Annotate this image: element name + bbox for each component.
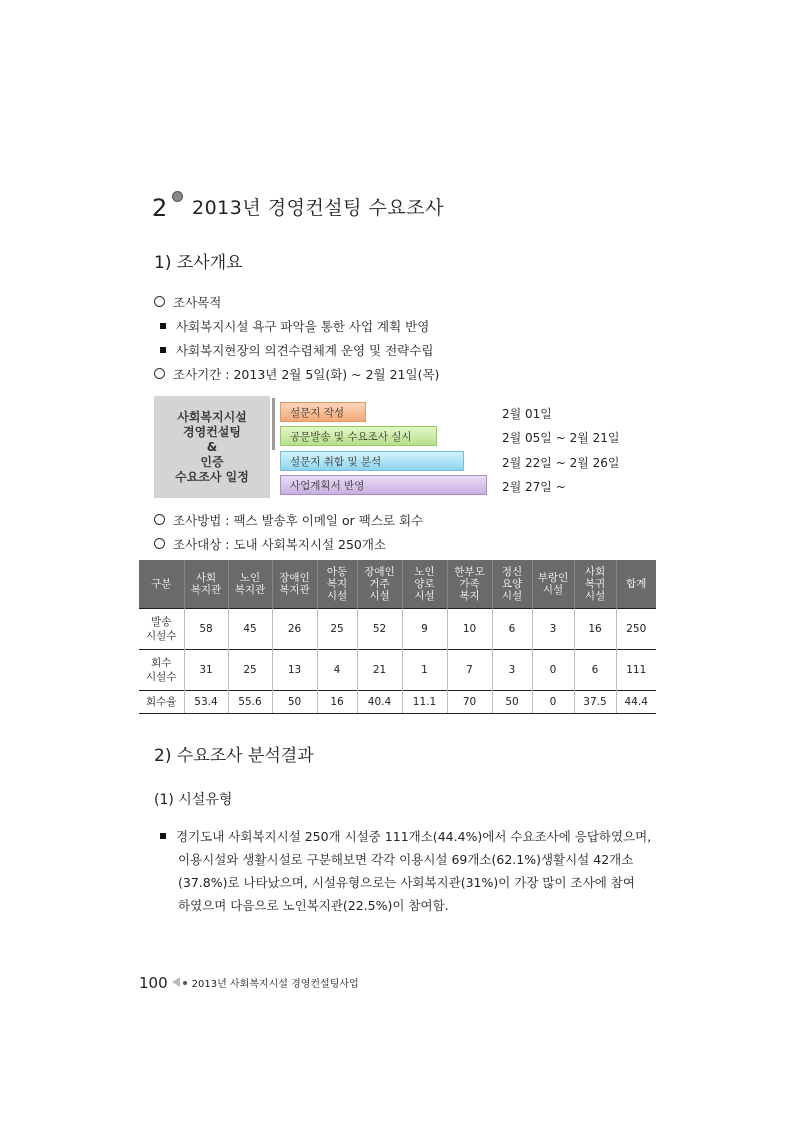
table-cell: 31 [184, 650, 228, 691]
table-cell: 70 [447, 691, 492, 714]
period-text: 조사기간 : 2013년 2월 5일(화) ~ 2월 21일(목) [173, 367, 440, 382]
results-subheading: (1) 시설유형 [154, 792, 233, 808]
table-cell: 50 [272, 691, 317, 714]
table-cell: 9 [402, 609, 447, 650]
schedule-step-date: 2월 05일 ~ 2월 21일 [502, 431, 620, 445]
purpose-item [160, 318, 429, 336]
table-cell: 53.4 [184, 691, 228, 714]
section-dot-icon [172, 191, 183, 202]
schedule-step-date: 2월 22일 ~ 2월 26일 [502, 456, 620, 470]
table-cell: 37.5 [574, 691, 616, 714]
purpose-item-text: 사회복지시설 욕구 파악을 통한 사업 계획 반영 [176, 319, 430, 334]
table-cell: 44.4 [616, 691, 656, 714]
table-cell: 회수율 [139, 691, 184, 714]
table-header-cell: 노인 복지관 [228, 560, 272, 609]
circle-bullet-icon [154, 296, 165, 307]
table-header-cell: 노인 양로 시설 [402, 560, 447, 609]
table-cell: 25 [228, 650, 272, 691]
table-cell: 4 [317, 650, 357, 691]
paragraph-line [154, 825, 659, 848]
table-cell: 26 [272, 609, 317, 650]
circle-bullet-icon [154, 538, 165, 549]
table-cell: 0 [532, 650, 574, 691]
table-cell: 16 [574, 609, 616, 650]
paragraph-line: (37.8%)로 나타났으며, 시설유형으로는 사회복지관(31%)이 가장 많이 조사에 참여 [178, 875, 635, 890]
table-cell: 13 [272, 650, 317, 691]
table-cell: 45 [228, 609, 272, 650]
paragraph-line-text: 경기도내 사회복지시설 250개 시설중 111개소(44.4%)에서 수요조사에 응답하였으며, [176, 829, 652, 844]
purpose-item-text: 사회복지현장의 의견수렴체계 운영 및 전략수립 [176, 343, 434, 358]
schedule-step-date: 2월 01일 [502, 407, 552, 421]
table-cell: 50 [492, 691, 532, 714]
arrow-left-icon [172, 977, 180, 987]
table-header-cell: 장애인 복지관 [272, 560, 317, 609]
table-header-cell: 사회 복귀 시설 [574, 560, 616, 609]
method-row [154, 512, 423, 530]
table-header-row [139, 560, 656, 609]
table-cell: 0 [532, 691, 574, 714]
schedule-label: 사회복지시설 경영컨설팅 & 인증 수요조사 일정 [175, 410, 249, 484]
purpose-item [160, 342, 433, 360]
schedule-step-bar: 설문지 취합 및 분석 [280, 451, 464, 471]
table-row [139, 609, 656, 650]
page-number: 100 [139, 974, 168, 992]
table-cell: 1 [402, 650, 447, 691]
table-cell: 40.4 [357, 691, 402, 714]
paragraph-line: 이용시설와 생활시설로 구분해보면 각각 이용시설 69개소(62.1%)생활시설 42개소 [178, 852, 634, 867]
footer-text: 2013년 사회복지시설 경영컨설팅사업 [191, 979, 359, 990]
period-row [154, 366, 439, 384]
table-header-cell: 사회 복지관 [184, 560, 228, 609]
table-cell: 6 [574, 650, 616, 691]
circle-bullet-icon [154, 514, 165, 525]
table-cell: 3 [492, 650, 532, 691]
table-cell: 250 [616, 609, 656, 650]
schedule-label-box [154, 396, 270, 498]
section-number: 2 [152, 193, 182, 223]
circle-bullet-icon [154, 368, 165, 379]
schedule-step-bar: 공문발송 및 수요조사 실시 [280, 426, 437, 446]
overview-heading: 1) 조사개요 [154, 253, 243, 273]
table-cell: 7 [447, 650, 492, 691]
table-cell: 회수 시설수 [139, 650, 184, 691]
table-row [139, 650, 656, 691]
paragraph-line: 하였으며 다음으로 노인복지관(22.5%)이 참여함. [178, 898, 449, 913]
target-row [154, 536, 386, 554]
table-cell: 55.6 [228, 691, 272, 714]
table-cell: 10 [447, 609, 492, 650]
survey-table [139, 560, 656, 714]
table-cell: 58 [184, 609, 228, 650]
table-header-cell: 아동 복지 시설 [317, 560, 357, 609]
table-header-cell: 한부모 가족 복지 [447, 560, 492, 609]
table-cell: 11.1 [402, 691, 447, 714]
page-footer [139, 975, 359, 993]
results-paragraph [154, 825, 659, 917]
schedule-step-bar: 설문지 작성 [280, 402, 366, 422]
dot-icon [183, 981, 187, 985]
table-header-cell: 정신 요양 시설 [492, 560, 532, 609]
schedule-step-date: 2월 27일 ~ [502, 480, 566, 494]
square-bullet-icon [160, 833, 166, 839]
schedule-divider [272, 398, 275, 450]
table-cell: 16 [317, 691, 357, 714]
target-text: 조사대상 : 도내 사회복지시설 250개소 [173, 537, 387, 552]
table-cell: 111 [616, 650, 656, 691]
purpose-label-row [154, 294, 221, 312]
square-bullet-icon [160, 347, 166, 353]
table-header-cell: 부랑인 시설 [532, 560, 574, 609]
table-row [139, 691, 656, 714]
table-cell: 6 [492, 609, 532, 650]
square-bullet-icon [160, 323, 166, 329]
table-cell: 52 [357, 609, 402, 650]
table-header-cell: 합계 [616, 560, 656, 609]
method-text: 조사방법 : 팩스 발송후 이메일 or 팩스로 회수 [173, 513, 424, 528]
section-title: 2013년 경영컨설팅 수요조사 [192, 197, 444, 219]
table-cell: 3 [532, 609, 574, 650]
schedule-step-bar: 사업계획서 반영 [280, 475, 487, 495]
table-cell: 발송 시설수 [139, 609, 184, 650]
table-cell: 21 [357, 650, 402, 691]
table-header-cell: 구분 [139, 560, 184, 609]
results-heading: 2) 수요조사 분석결과 [154, 746, 314, 766]
purpose-label: 조사목적 [173, 295, 222, 310]
table-cell: 25 [317, 609, 357, 650]
table-header-cell: 장애인 거주 시설 [357, 560, 402, 609]
